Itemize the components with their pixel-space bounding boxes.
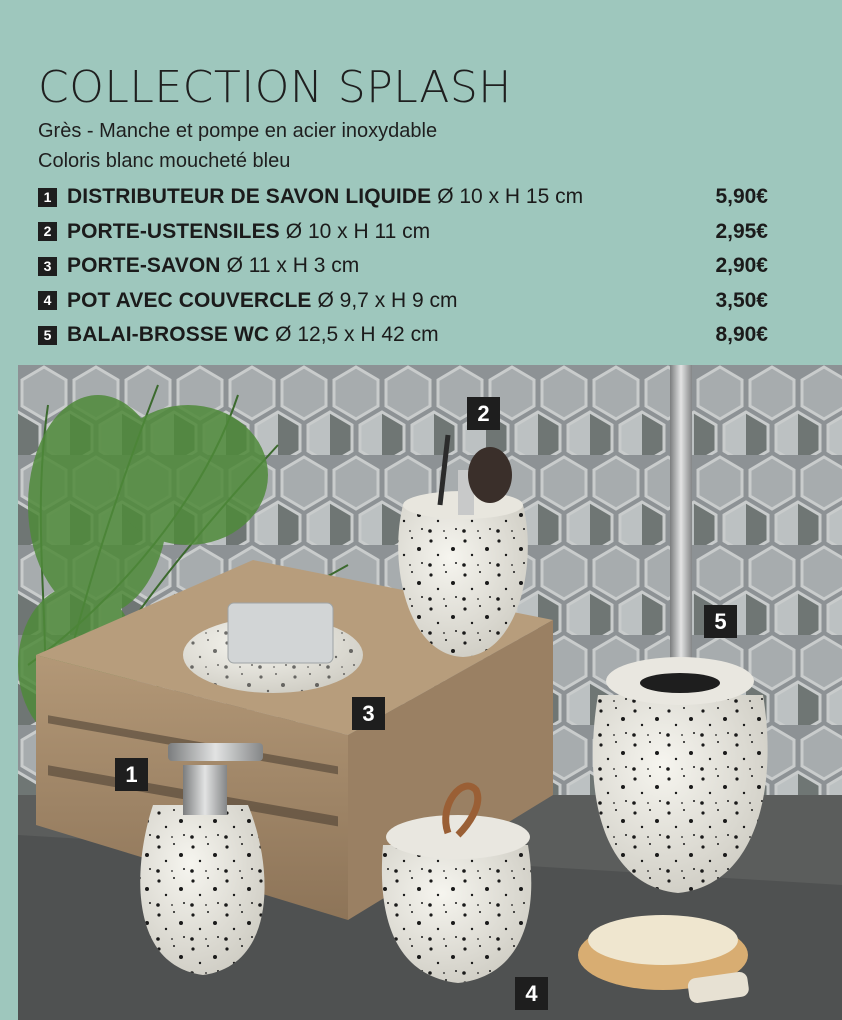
color-description: Coloris blanc moucheté bleu [38,150,291,172]
product-name: DISTRIBUTEUR DE SAVON LIQUIDE [67,185,432,209]
product-price: 8,90€ [715,323,768,347]
product-number: 2 [38,222,57,241]
item-badge: 1 [115,758,148,791]
product-number: 3 [38,257,57,276]
catalog-header [0,0,842,365]
product-dimensions: Ø 12,5 x H 42 cm [275,323,439,347]
product-dimensions: Ø 11 x H 3 cm [226,254,360,278]
product-list [38,180,768,353]
material-description: Grès - Manche et pompe en acier inoxydable [38,120,438,142]
product-price: 2,95€ [715,219,768,243]
product-number: 4 [38,291,57,310]
product-photo [18,365,842,1020]
product-item [38,215,768,250]
bathroom-scene-illustration [18,365,842,1020]
product-price: 5,90€ [715,185,768,209]
product-dimensions: Ø 9,7 x H 9 cm [317,288,458,312]
product-item [38,249,768,284]
product-name: PORTE-SAVON [67,254,221,278]
product-dimensions: Ø 10 x H 11 cm [285,219,431,243]
collection-title: COLLECTION SPLASH [38,62,512,113]
item-badge: 4 [515,977,548,1010]
product-number: 1 [38,188,57,207]
product-item [38,180,768,215]
product-item [38,284,768,319]
item-badge: 2 [467,397,500,430]
product-name: BALAI-BROSSE WC [67,323,270,347]
item-badge: 3 [352,697,385,730]
product-name: POT AVEC COUVERCLE [67,288,312,312]
item-badge: 5 [704,605,737,638]
product-item [38,318,768,353]
product-name: PORTE-USTENSILES [67,219,280,243]
product-number: 5 [38,326,57,345]
product-price: 3,50€ [715,288,768,312]
product-dimensions: Ø 10 x H 15 cm [437,185,584,209]
product-price: 2,90€ [715,254,768,278]
